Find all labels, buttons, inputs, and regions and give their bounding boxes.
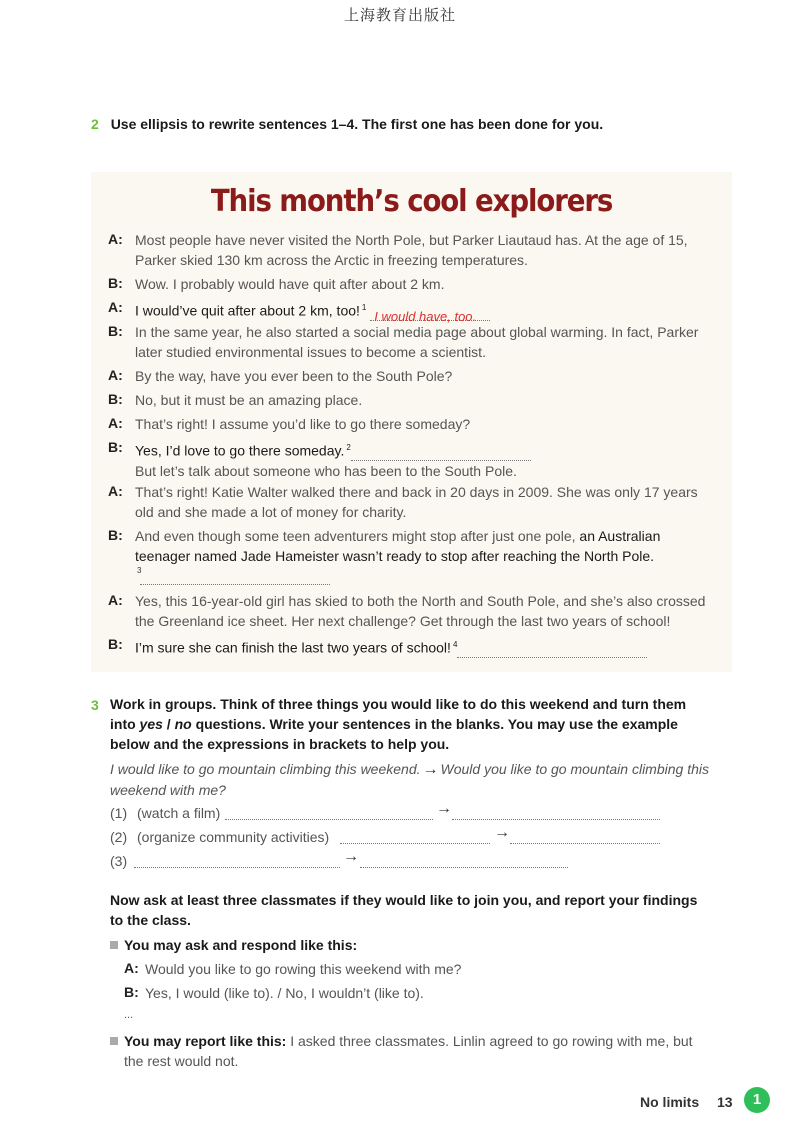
speaker-label: B: bbox=[108, 275, 123, 291]
dialog-text: teenager named Jade Hameister wasn’t ready to stop after reaching the North Pole. bbox=[135, 548, 655, 564]
dialog-text: But let’s talk about someone who has been to the South Pole. bbox=[135, 462, 517, 479]
speaker-label: B: bbox=[108, 439, 123, 455]
blank-number: 2 bbox=[346, 443, 351, 452]
magazine-title: This month’s cool explorers bbox=[210, 184, 613, 219]
speaker-label: B: bbox=[124, 984, 139, 1000]
report-text: the rest would not. bbox=[124, 1053, 239, 1069]
instruction-fragment: questions. Write your sentences in the blanks. You may use the example bbox=[191, 716, 678, 732]
dialog-line bbox=[135, 230, 688, 270]
speaker-label: B: bbox=[108, 323, 123, 339]
exercise-3-text bbox=[110, 694, 730, 754]
instruction-fragment: / bbox=[162, 716, 175, 732]
unit-title: No limits bbox=[640, 1094, 700, 1110]
square-bullet-icon bbox=[110, 1037, 118, 1045]
blank-number: 1 bbox=[361, 303, 367, 312]
exercise-2-instruction bbox=[91, 114, 603, 134]
item-2-blank-a[interactable] bbox=[340, 829, 490, 844]
instruction-no: no bbox=[174, 716, 192, 732]
instruction-line: to the class. bbox=[110, 912, 191, 928]
publisher-header: 上海教育出版社 bbox=[343, 6, 456, 24]
dialog-line: Yes, I would (like to). / No, I wouldn’t (like to). bbox=[145, 985, 424, 1001]
dialog-text: Yes, this 16-year-old girl has skied to both the North and South Pole, and she’s also crossed bbox=[135, 593, 706, 609]
exercise-item-1 bbox=[110, 803, 220, 823]
speaker-label: B: bbox=[108, 391, 123, 407]
blank-number: 4 bbox=[452, 640, 458, 649]
dialog-line: That’s right! I assume you’d like to go there someday? bbox=[135, 416, 471, 432]
speaker-label: A: bbox=[108, 592, 123, 608]
instruction-line: Work in groups. Think of three things you would like to do this weekend and turn them bbox=[110, 696, 687, 712]
blank-number: 3 bbox=[137, 566, 142, 575]
arrow-icon: → bbox=[343, 848, 359, 865]
answer-blank-4[interactable] bbox=[457, 643, 647, 658]
dialog-line bbox=[135, 482, 698, 522]
dialog-text: later studied environmental issues to become a scientist. bbox=[135, 344, 486, 360]
item-prompt: (watch a film) bbox=[137, 805, 221, 821]
bullet-title: You may report like this: bbox=[124, 1033, 287, 1049]
square-bullet-icon bbox=[110, 941, 118, 949]
arrow-icon: → bbox=[422, 761, 439, 778]
dialog-text: Most people have never visited the North Pole, but Parker Liautaud has. At the age of 15, bbox=[135, 232, 688, 248]
speaker-label: B: bbox=[108, 636, 123, 652]
example-text: Would you like to go mountain climbing this bbox=[440, 761, 709, 777]
item-1-blank-b[interactable] bbox=[452, 805, 660, 820]
dialog-line bbox=[135, 322, 698, 362]
example-text: I would like to go mountain climbing this weekend. bbox=[110, 761, 421, 777]
exercise-3-instruction bbox=[91, 695, 99, 715]
report-text: I asked three classmates. Linlin agreed to go rowing with me, but bbox=[286, 1033, 693, 1049]
item-number: (1) bbox=[110, 805, 128, 821]
dialog-line bbox=[135, 526, 660, 566]
dialog-line bbox=[135, 635, 647, 658]
dialog-text: Yes, I’d love to go there someday. bbox=[135, 442, 345, 459]
example-text: weekend with me? bbox=[110, 782, 226, 798]
speaker-label: A: bbox=[108, 415, 123, 431]
ellipsis: ... bbox=[124, 1009, 134, 1021]
dialog-text: And even though some teen adventurers might stop after just one pole, bbox=[135, 528, 576, 544]
exercise-number: 2 bbox=[91, 116, 99, 132]
speaker-label: A: bbox=[108, 367, 123, 383]
dialog-line bbox=[135, 298, 490, 324]
speaker-label: B: bbox=[108, 527, 123, 543]
dialog-text: In the same year, he also started a social media page about global warming. In fact, Parker bbox=[135, 324, 699, 340]
exercise-number: 3 bbox=[91, 697, 99, 713]
arrow-icon: → bbox=[436, 800, 452, 817]
dialog-text: an Australian bbox=[575, 528, 661, 544]
speaker-label: A: bbox=[124, 960, 139, 976]
exercise-2-text: Use ellipsis to rewrite sentences 1–4. The first one has been done for you. bbox=[110, 116, 604, 132]
item-2-blank-b[interactable] bbox=[510, 829, 660, 844]
example-sentence bbox=[110, 759, 730, 800]
unit-badge: 1 bbox=[744, 1087, 770, 1113]
ask-instruction bbox=[110, 890, 730, 930]
exercise-item-2 bbox=[110, 827, 329, 847]
dialog-line: No, but it must be an amazing place. bbox=[135, 392, 363, 408]
item-3-blank-b[interactable] bbox=[360, 853, 568, 868]
dialog-line: Wow. I probably would have quit after about 2 km. bbox=[135, 276, 445, 292]
dialog-text: I’m sure she can finish the last two years of school! bbox=[135, 639, 451, 656]
answer-blank-2[interactable] bbox=[351, 446, 531, 461]
speaker-label: A: bbox=[108, 231, 123, 247]
item-prompt: (organize community activities) bbox=[137, 829, 330, 845]
answer-blank-1[interactable] bbox=[370, 306, 490, 324]
speaker-label: A: bbox=[108, 299, 123, 315]
dialog-text: That’s right! Katie Walter walked there and back in 20 days in 2009. She was only 17 years bbox=[135, 484, 698, 500]
item-1-blank-a[interactable] bbox=[225, 805, 433, 820]
answer-blank-3[interactable] bbox=[140, 570, 330, 585]
dialog-text: old and she made a lot of money for charity. bbox=[135, 504, 407, 520]
dialog-line: Would you like to go rowing this weekend with me? bbox=[145, 961, 462, 977]
speaker-label: A: bbox=[108, 483, 123, 499]
item-number: (2) bbox=[110, 829, 128, 845]
bullet-report bbox=[110, 1031, 730, 1071]
dialog-line: By the way, have you ever been to the South Pole? bbox=[135, 368, 453, 384]
bullet-ask bbox=[110, 935, 357, 955]
page-number: 13 bbox=[717, 1094, 733, 1110]
instruction-line: Now ask at least three classmates if they would like to join you, and report your findings bbox=[110, 892, 698, 908]
exercise-item-3 bbox=[110, 851, 127, 871]
arrow-icon: → bbox=[494, 824, 510, 841]
dialog-line bbox=[135, 591, 705, 631]
dialog-text: I would’ve quit after about 2 km, too! bbox=[135, 302, 360, 319]
bullet-title: You may ask and respond like this: bbox=[124, 937, 358, 953]
sample-answer: I would have, too. bbox=[374, 308, 477, 324]
instruction-yes: yes bbox=[139, 716, 163, 732]
dialog-text: the Greenland ice sheet. Her next challenge? Get through the last two years of school! bbox=[135, 613, 671, 629]
dialog-line bbox=[135, 438, 531, 481]
item-3-blank-a[interactable] bbox=[134, 853, 340, 868]
item-number: (3) bbox=[110, 853, 128, 869]
instruction-line: below and the expressions in brackets to help you. bbox=[110, 736, 450, 752]
instruction-line bbox=[110, 714, 730, 734]
dialog-text: Parker skied 130 km across the Arctic in freezing temperatures. bbox=[135, 252, 528, 268]
instruction-fragment: into bbox=[110, 716, 140, 732]
